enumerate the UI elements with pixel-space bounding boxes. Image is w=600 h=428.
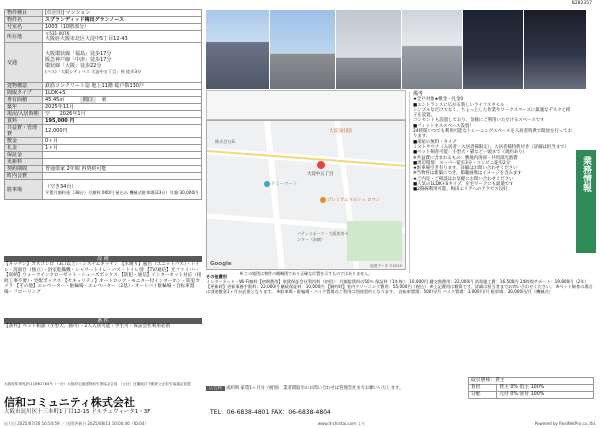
room-label: 号室名 — [5, 24, 43, 31]
guarantee-label: 保証金 — [5, 152, 43, 159]
community-fee-label: 町内会費 — [5, 173, 43, 180]
address-label: 所在地 — [5, 31, 43, 43]
photo-lobby — [463, 10, 523, 89]
notes-line: 24時間いつでも利用可能なトレーニングスペースを入居者特典で開放を行っております。 — [413, 129, 572, 140]
poi-marker-icon — [264, 181, 270, 187]
features-title: 設 備 — [4, 256, 202, 262]
direction-label: 間口 — [80, 97, 96, 103]
key-money-label: 礼金 — [5, 145, 43, 152]
address-value: 大阪府大阪市北区大淀中5丁目12-43 — [45, 36, 128, 42]
company-tel: TEL：06-6838-4801 FAX：06-6838-4804 — [210, 409, 331, 416]
notes-line: ■エントランスに広がる新しいライフスタイル — [413, 102, 505, 108]
move-in-label: 現況/入居時期 — [5, 111, 43, 118]
parking-line: 平置月額料金（38台）月額料 000円 屋込み 機械式駐車場(23台）月額 30,000円 — [45, 190, 199, 195]
conditions-block — [4, 318, 202, 330]
notes-line: ★全戸対象★敷金・礼金0 — [413, 97, 464, 103]
area-value: 45.45㎡ — [45, 97, 65, 103]
room-value: 1003（10階部分） — [43, 24, 202, 31]
traffic-line: (バス)「大阪シティバス 大淀中五丁目」停 徒歩3分 — [45, 69, 142, 74]
property-pin-icon — [317, 161, 325, 169]
key-money-value: 1ヶ月 — [43, 145, 202, 152]
notes-line: ■人気の1LDK+Sタイプ、在宅ワークにも最適です — [413, 182, 514, 188]
photo-hallway — [524, 10, 586, 89]
business-info-tab[interactable] — [576, 150, 596, 253]
map-label: 株式会社G — [215, 139, 235, 144]
renewal-value — [43, 159, 202, 166]
deposit-label: 敷金 — [5, 138, 43, 145]
conditions-title: 条 件 — [4, 318, 202, 324]
move-in-status: 空 — [45, 111, 51, 117]
notes-line: ■2路線利用可能、梅田エリアへのアクセス良好 — [413, 187, 508, 193]
footer-mid: www.it-chintai.com より — [317, 421, 366, 426]
built-label: 築年 — [5, 104, 43, 111]
rent-value: 195,000 円 — [43, 118, 202, 125]
company-phone-block — [210, 409, 460, 416]
parking-label: 駐車場 — [5, 180, 43, 200]
document-id: B282357 — [571, 1, 592, 6]
notes-line: ★ご内見・ご相談はお気軽にお問い合わせください — [413, 176, 514, 182]
notes-line: ■ペット飼育可能：小型犬・猫など一頭まで（規約あり） — [413, 150, 527, 156]
type-label: 物件種目 — [5, 10, 43, 17]
rent-label: 賃料 — [5, 118, 43, 125]
photo-entrance — [336, 10, 401, 89]
fee-label: 共益費・管理費 — [5, 125, 43, 138]
map-graphic — [207, 121, 406, 270]
postal-code: 〒531-0076 — [45, 31, 70, 36]
property-table — [4, 9, 202, 200]
notes-line: シンプルなだけでなく、ちょっとした作業やワークスペースに最適なデスクと椅子を設置。 — [413, 107, 571, 119]
transaction-key: 負担 — [469, 385, 497, 392]
location-map[interactable] — [206, 120, 406, 270]
traffic-line: 阪急神戸線「中津」徒歩17分 — [45, 57, 112, 63]
move-in-value: 2026年1月 — [59, 111, 86, 117]
photo-parking — [402, 10, 462, 89]
building-photo-street — [270, 10, 335, 89]
map-label: プレミアムマルシェ ロマン — [327, 198, 381, 203]
area-label: 専有面積 — [5, 97, 43, 104]
map-label: 大淀中五丁目 — [307, 172, 334, 177]
transaction-key: 分配 — [469, 392, 497, 399]
ad-fee-text: 成約時 家賃1ヶ月分（税別） 業者間取引のお問い合わせは管理会社までお願いいたします。 — [226, 386, 404, 391]
floor-plan-strip — [206, 90, 406, 120]
notes-line: ミストサウナ（入居者・入居者様限定）、入居者様特典付き（詳細は担当まで） — [413, 144, 569, 150]
parking-line: （空き34台） — [45, 184, 77, 190]
sidebar-label: 業務情報 — [581, 156, 591, 192]
map-credit: 地図データ ©2025 — [370, 264, 402, 268]
company-name: 信和コミュニティ株式会社 — [4, 396, 135, 409]
area-cell — [43, 97, 202, 104]
notes-line: ■部屋の無料・タイプ — [413, 139, 457, 145]
footer — [4, 421, 596, 427]
address-cell — [43, 31, 202, 43]
building-photo-exterior — [206, 10, 269, 89]
ad-fee-title: 広告料 — [206, 386, 225, 391]
notes-line: ■周辺環境：スーパー徒歩3分・コンビニ徒歩2分 — [413, 160, 511, 166]
notes-line: コンセントも設置しており、気軽にご利用いただけるスペースです — [413, 118, 545, 124]
property-name: スプランディッド梅田グランノース — [43, 17, 202, 24]
license-text: 大阪府知事免許(1)第62784号（一社）大阪府宅地建物取引業協会会員 （公社）近畿地区不動産公正取引協議会加盟 — [4, 382, 191, 386]
map-label: ドミーマート — [271, 182, 298, 187]
fee-value: 12,000円 — [43, 125, 202, 138]
community-fee-value — [43, 173, 202, 180]
layout-value: 1LDK+S — [43, 90, 202, 97]
notes-line: ★駐車場空き有ります、詳細はお問い合わせください — [413, 166, 518, 172]
renewal-label: 更新料 — [5, 159, 43, 166]
deposit-value: 0ヶ月 — [43, 138, 202, 145]
structure-value: 鉄筋コンクリート造 地上11階 総戸数130戸 — [43, 83, 202, 90]
type-value: [住居用] マンション — [43, 10, 202, 17]
notes-line: ※共益費に含まれるもの：敷地内清掃・共用部光熱費 — [413, 155, 518, 161]
features-text: 【キッチン】ガスコンロ（3口以上）・システムキッチン 【水廻り】風呂（ユニットバス）・トイレ・洗面台（独立）・浴室乾燥機・シャワートイレ・バス・トイレ別 【TV/通信】光ファイバー 【収納】ウォークインクローゼット・シューズボックス 【防犯・通信】インターネット対応（接続工事不要）・宅配ボックス 【セキュリティ】オートロック・モニター付インターホン・防犯カメラ 【その他】エレベーター・駐輪場・エレベーター（2基）・オートバイ駐輪場・自転車置場・フローリング — [4, 262, 202, 295]
features-block — [4, 256, 202, 295]
transaction-title: 取引態様：貸主 — [469, 378, 594, 385]
transaction-table — [468, 377, 594, 399]
map-label: パティスポーツ・大阪体育センター（南側） — [297, 231, 349, 242]
google-logo: Google — [210, 261, 232, 267]
company-contact — [4, 409, 204, 416]
layout-label: 間取タイプ — [5, 90, 43, 97]
move-in-cell — [43, 111, 202, 118]
other-costs-text: インターネット・Wi-Fi無料【初期費用】家賃保証会社利用料（初回）：月額総賃料の50％ 保証料（1年毎）：10,000円 鍵交換費用：22,000円 消毒施工費：16,500円 24時間サポート：19,800円（2年） 【更新時】更新事務手数料：22,000円 継続保証料：10,000円 【解約時】室内クリーニング費用：55,000円（税込） ※上記費用は概算です。詳細は担当者までお問い合わせください。 ※ペット飼育の場合は別途敷金1ヶ月が必要となります。 ※駐車場・駐輪場・バイク置場のご利用は別途契約となります。 自転車置場：500円/月 バイク置場：3,000円/月 駐車場：30,000円/月（機械式） — [206, 279, 593, 295]
parking-cell — [43, 180, 202, 200]
map-note: ※ この地図は物件の概略図であり正確な位置を示すものではありません。 — [239, 271, 373, 276]
notes-line: ■フィットネススペース設置！ — [413, 123, 474, 129]
conditions-text: 【条件】ペット相談（小型犬、猫可）・2人入居可能・学生可・保証会社利用必須 — [4, 324, 171, 329]
company-address: 大阪市淀川区十三本町1丁目12-15 ドルチェヴィータ1・3F — [4, 409, 151, 415]
map-label: 大淀南(南) — [329, 129, 352, 134]
footer-left: 出力日 2025/07/30 16:54:59 ／ 出図更新日 2025/08/13 10:04:46（ID:04） — [4, 421, 149, 426]
ad-fee-block — [206, 386, 466, 408]
poi-marker-icon — [320, 197, 326, 203]
guarantee-value — [43, 152, 202, 159]
other-costs-title: その他費用 — [206, 274, 227, 279]
traffic-line: 大阪環状線「福島」徒歩17分 — [45, 51, 112, 57]
traffic-label: 交通 — [5, 43, 43, 83]
built-value: 2025年11月 — [43, 104, 202, 111]
transaction-value: 元付 0% 客付 100% — [497, 392, 594, 399]
structure-label: 建物構造 — [5, 83, 43, 90]
transaction-value: 貸主 0% 借主 100% — [497, 385, 594, 392]
direction-value: 東 — [101, 97, 107, 103]
company-block — [4, 396, 204, 409]
traffic-line: 環状線「大阪」徒歩22分 — [45, 63, 102, 69]
contract-value: 普通借家 2年間 再契約可能 — [43, 166, 202, 173]
notes-line: ※当物件は新築につき、掲載画像はイメージを含みます — [413, 171, 522, 177]
name-label: 物件名 — [5, 17, 43, 24]
footer-right: Powered by RealNetPro co.,ltd. — [534, 421, 596, 426]
contract-label: 契約期間 — [5, 166, 43, 173]
notes-block — [409, 92, 574, 273]
traffic-cell — [43, 43, 202, 83]
other-costs-block — [206, 274, 594, 386]
notes-title: 備考 — [413, 91, 424, 97]
